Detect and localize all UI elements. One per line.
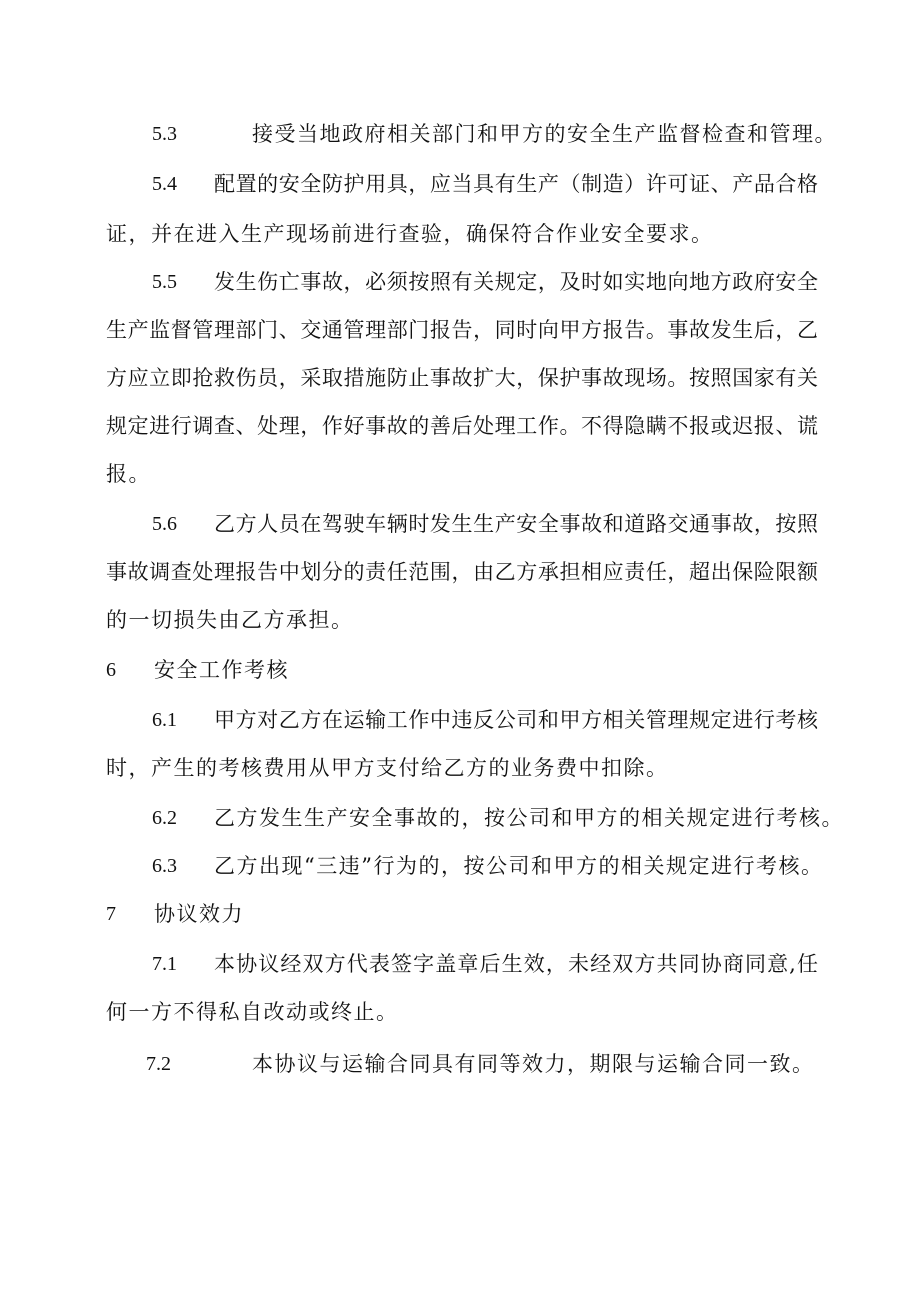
clause-text: 接受当地政府相关部门和甲方的安全生产监督检查和管理。 — [252, 122, 837, 146]
clause-text-line: 生产监督管理部门、交通管理部门报告，同时向甲方报告。事故发生后，乙 — [106, 318, 818, 342]
clause-number: 6.1 — [152, 709, 177, 731]
clause-text-line: 事故调查处理报告中划分的责任范围，由乙方承担相应责任，超出保险限额 — [106, 560, 818, 584]
clause-text: 乙方出现“三违”行为的，按公司和甲方的相关规定进行考核。 — [214, 854, 824, 878]
clause-number: 5.3 — [152, 123, 177, 145]
section-number: 6 — [106, 659, 116, 681]
clause-text-line: 甲方对乙方在运输工作中违反公司和甲方相关管理规定进行考核 — [214, 708, 818, 732]
clause-text-line: 方应立即抢救伤员，采取措施防止事故扩大，保护事故现场。按照国家有关 — [106, 366, 818, 390]
clause-number: 6.3 — [152, 855, 177, 877]
clause-text-line: 配置的安全防护用具，应当具有生产（制造）许可证、产品合格 — [214, 172, 818, 196]
clause-text: 本协议与运输合同具有同等效力，期限与运输合同一致。 — [252, 1052, 815, 1076]
clause-number: 6.2 — [152, 807, 177, 829]
clause-text: 乙方发生生产安全事故的，按公司和甲方的相关规定进行考核。 — [214, 806, 844, 830]
clause-number: 5.6 — [152, 513, 177, 535]
section-title: 安全工作考核 — [154, 658, 289, 682]
clause-text-line: 时，产生的考核费用从甲方支付给乙方的业务费中扣除。 — [106, 756, 669, 780]
clause-text-line: 发生伤亡事故，必须按照有关规定，及时如实地向地方政府安全 — [214, 270, 818, 294]
section-title: 协议效力 — [154, 902, 244, 926]
clause-text-line: 证，并在进入生产现场前进行查验，确保符合作业安全要求。 — [106, 222, 714, 246]
clause-text-line: 报。 — [106, 462, 151, 486]
clause-number: 5.5 — [152, 271, 177, 293]
clause-number: 7.1 — [152, 953, 177, 975]
clause-text-line: 规定进行调查、处理，作好事故的善后处理工作。不得隐瞒不报或迟报、谎 — [106, 414, 818, 438]
clause-number: 5.4 — [152, 173, 177, 195]
clause-text-line: 乙方人员在驾驶车辆时发生生产安全事故和道路交通事故，按照 — [214, 512, 818, 536]
clause-text-line: 的一切损失由乙方承担。 — [106, 608, 354, 632]
clause-text-line: 本协议经双方代表签字盖章后生效，未经双方共同协商同意,任 — [214, 952, 818, 976]
clause-number: 7.2 — [146, 1053, 171, 1075]
section-number: 7 — [106, 903, 116, 925]
clause-text-line: 何一方不得私自改动或终止。 — [106, 1000, 399, 1024]
